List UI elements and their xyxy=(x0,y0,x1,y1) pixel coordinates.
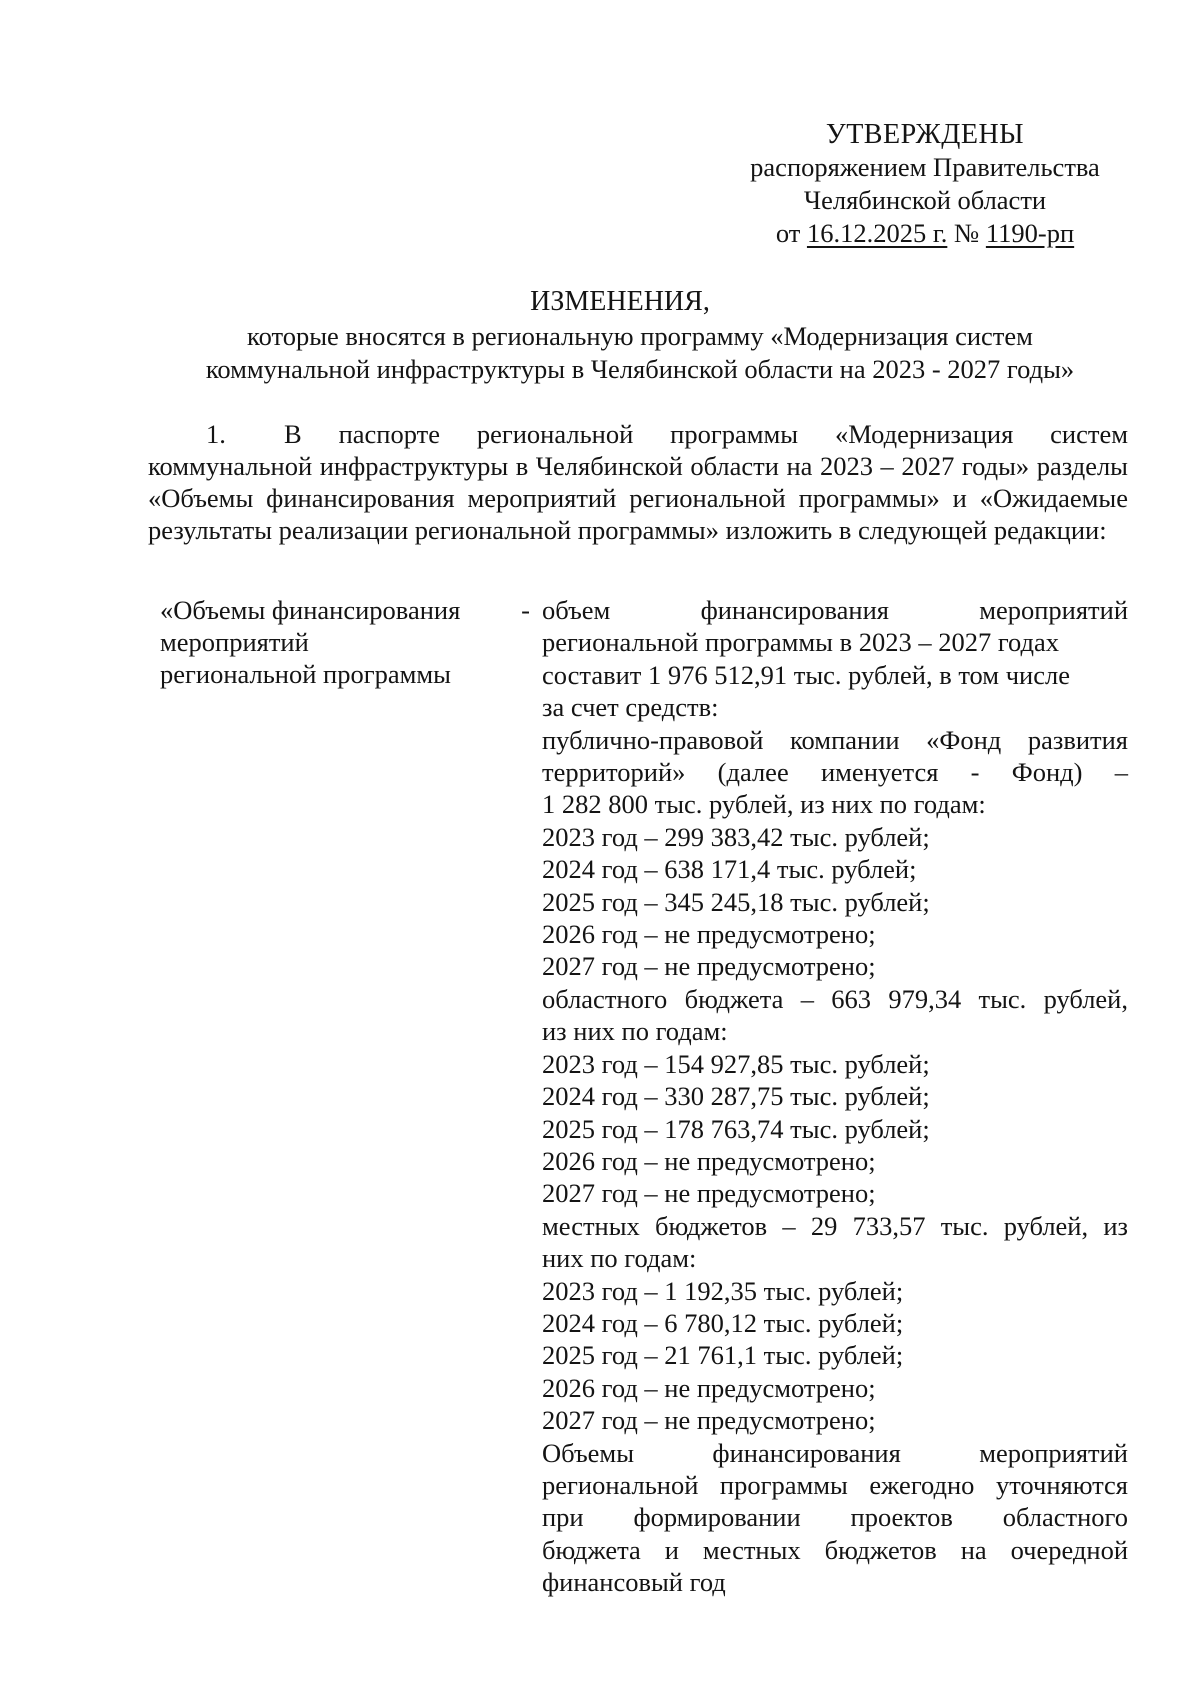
financing-line: 2026 год – не предусмотрено; xyxy=(542,1372,876,1403)
approval-line-2: Челябинской области xyxy=(803,185,1047,215)
left-cell-line-3: региональной программы xyxy=(160,659,451,689)
left-cell-label: «Объемы финансирования xyxy=(160,595,461,625)
financing-line: финансовый год xyxy=(542,1567,726,1598)
document-title: ИЗМЕНЕНИЯ, xyxy=(530,286,710,317)
financing-line: местных бюджетов – 29 733,57 тыс. рублей, из xyxy=(542,1210,1128,1241)
financing-line: при формировании проектов областного xyxy=(542,1502,1128,1533)
financing-line: 2024 год – 330 287,75 тыс. рублей; xyxy=(542,1081,930,1112)
financing-line: 2024 год – 638 171,4 тыс. рублей; xyxy=(542,854,917,885)
approval-line-1: распоряжением Правительства xyxy=(750,152,1100,182)
left-cell-line-2: мероприятий xyxy=(160,627,309,657)
subtitle-line-1: которые вносятся в региональную программу «Модернизация систем xyxy=(247,321,1033,351)
approval-number: 1190-рп xyxy=(985,218,1075,248)
approval-date: 16.12.2025 г. xyxy=(806,218,948,248)
left-cell-line-1 xyxy=(160,594,530,626)
financing-line: них по годам: xyxy=(542,1243,697,1274)
financing-line: составит 1 976 512,91 тыс. рублей, в том числе xyxy=(542,659,1070,690)
financing-line: областного бюджета – 663 979,34 тыс. рублей, xyxy=(542,983,1128,1014)
financing-line: 2023 год – 1 192,35 тыс. рублей; xyxy=(542,1275,904,1306)
paragraph-text: В паспорте региональной программы «Модернизация систем коммунальной инфраструктуры в Челябинской области на 2023 – 2027 годы» разделы «Объемы финансирования мероприятий региональной программы» и «Ожидаемые результаты реализации региональной программы» изложить в следующей редакции: xyxy=(148,419,1128,545)
financing-line: 2026 год – не предусмотрено; xyxy=(542,919,876,950)
financing-line: 1 282 800 тыс. рублей, из них по годам: xyxy=(542,789,986,820)
financing-line: 2027 год – не предусмотрено; xyxy=(542,1405,876,1436)
financing-line: 2024 год – 6 780,12 тыс. рублей; xyxy=(542,1307,904,1338)
approval-date-line xyxy=(720,217,1130,250)
approval-block xyxy=(720,118,1130,250)
financing-line: Объемы финансирования мероприятий xyxy=(542,1437,1128,1468)
subtitle-line-2: коммунальной инфраструктуры в Челябинской области на 2023 - 2027 годы» xyxy=(205,354,1075,384)
financing-line: 2027 год – не предусмотрено; xyxy=(542,951,876,982)
financing-line: 2023 год – 299 383,42 тыс. рублей; xyxy=(542,821,930,852)
approval-heading: УТВЕРЖДЕНЫ xyxy=(825,119,1025,150)
financing-line: региональной программы ежегодно уточняются xyxy=(542,1469,1128,1500)
financing-line: из них по годам: xyxy=(542,1016,728,1047)
financing-line: за счет средств: xyxy=(542,692,719,723)
number-prefix: № xyxy=(947,218,986,248)
financing-line: 2023 год – 154 927,85 тыс. рублей; xyxy=(542,1048,930,1079)
table-left-cell xyxy=(160,594,530,690)
financing-line: 2025 год – 21 761,1 тыс. рублей; xyxy=(542,1340,904,1371)
financing-line: 2025 год – 345 245,18 тыс. рублей; xyxy=(542,886,930,917)
financing-line: 2025 год – 178 763,74 тыс. рублей; xyxy=(542,1113,930,1144)
date-prefix: от xyxy=(775,218,807,248)
left-cell-dash: - xyxy=(521,595,530,625)
financing-line: региональной программы в 2023 – 2027 годах xyxy=(542,627,1060,658)
paragraph-number: 1. xyxy=(206,419,226,449)
document-subtitle xyxy=(160,320,1120,386)
financing-line: 2026 год – не предусмотрено; xyxy=(542,1145,876,1176)
financing-line: публично-правовой компании «Фонд развития xyxy=(542,724,1128,755)
table-right-cell xyxy=(542,594,1128,1599)
financing-line: 2027 год – не предусмотрено; xyxy=(542,1178,876,1209)
financing-line: объем финансирования мероприятий xyxy=(542,595,1128,625)
financing-line: бюджета и местных бюджетов на очередной xyxy=(542,1534,1128,1565)
financing-line: территорий» (далее именуется - Фонд) – xyxy=(542,757,1128,788)
paragraph-1 xyxy=(148,418,1128,546)
